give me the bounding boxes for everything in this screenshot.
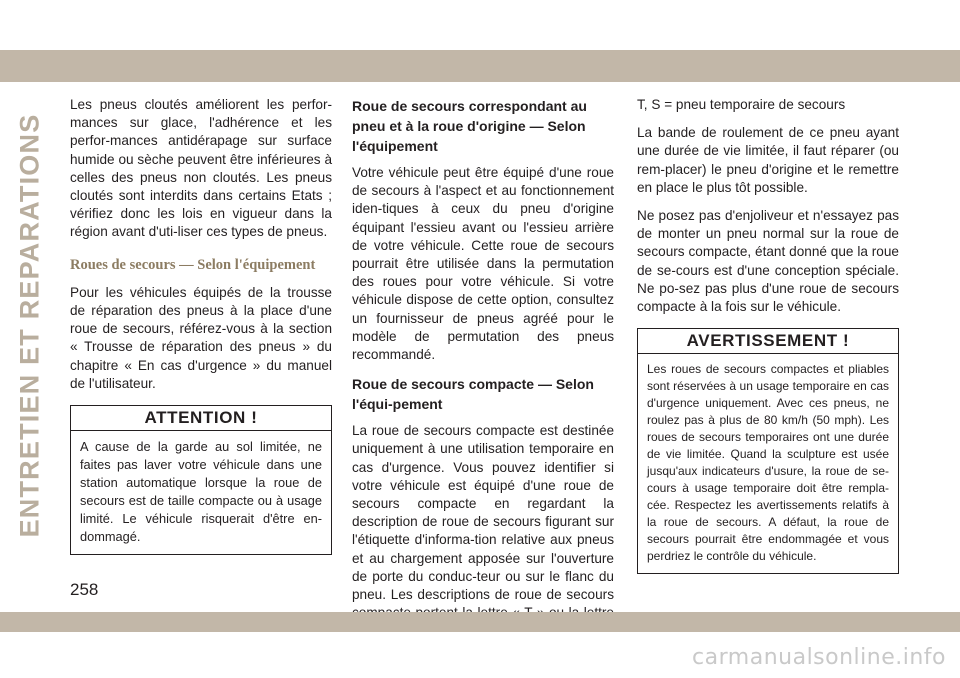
- attention-box: [70, 405, 332, 555]
- temporary-tire-definition: T, S = pneu temporaire de secours: [637, 97, 846, 112]
- matching-spare-heading: Roue de secours correspondant au pneu et à la roue d'origine — Selon l'équipement: [352, 98, 587, 154]
- page-number: 258: [70, 580, 99, 599]
- section-side-title-text: ENTRETIEN ET REPARATIONS: [14, 113, 45, 537]
- column-1: [70, 96, 332, 555]
- footer-band: [0, 612, 960, 632]
- no-wheel-cover-paragraph: Ne posez pas d'enjoliveur et n'essayez pas de monter un pneu normal sur la roue de secours compacte, étant donné que la roue de se-cours est d'une conception spéciale. Ne po-sez pas plus d'une roue de secours compacte à la fois sur le véhicule.: [637, 208, 899, 315]
- column-3: [637, 96, 899, 574]
- attention-title: ATTENTION !: [71, 406, 331, 431]
- header-band: [0, 50, 960, 82]
- compact-spare-heading: Roue de secours compacte — Selon l'équi-pement: [352, 376, 594, 413]
- tread-life-paragraph: La bande de roulement de ce pneu ayant une durée de vie limitée, il faut réparer (ou rem-placer) le pneu d'origine et le remettre en place le plus tôt possible.: [637, 125, 899, 195]
- attention-body: A cause de la garde au sol limitée, ne faites pas laver votre véhicule dans une station automatique lorsque la roue de secours est de taille compacte ou à usage limité. Le véhicule risquerait d'être en-dommagé.: [80, 439, 322, 545]
- section-side-title: [10, 100, 50, 550]
- column-2: [352, 96, 614, 669]
- compact-spare-paragraph: La roue de secours compacte est destinée uniquement à une utilisation temporaire en cas d'urgence. Vous pouvez identifier si votre véhicule est équipé d'une roue de secours compacte en regardant la description de roue de secours figurant sur l'étiquette d'informa-tion relative aux pneus et au chargement apposée sur l'ouverture de porte du conduc-teur ou sur le flanc du pneu. Les descriptions de roue de secours: [352, 423, 614, 603]
- site-watermark: carmanualsonline.info: [692, 645, 946, 670]
- spare-wheels-heading: Roues de secours — Selon l'équipement: [70, 256, 316, 273]
- warning-body: Les roues de secours compactes et pliables sont réservées à un usage temporaire en cas d'urgence uniquement. Avec ces pneus, ne roulez pas à plus de 80 km/h (50 mph). Les roues de secours temporaires ont une durée de vie limitée. Quand la sculpture est usée jusqu'aux indicateurs d'usure, la roue de se-cours à usage temporaire doit être rempla-cée. Respectez les avertissements relatifs à la roue de secours. A défaut, la roue de secours pourrait être endommagée et vous perdriez le contrôle du véhicule.: [647, 362, 889, 564]
- warning-box: [637, 328, 899, 574]
- warning-title: AVERTISSEMENT !: [638, 329, 898, 354]
- matching-spare-paragraph: Votre véhicule peut être équipé d'une roue de secours à l'aspect et au fonctionnement iden-tiques à ceux du pneu d'origine équipant l'essieu avant ou l'essieu arrière de votre véhicule. Cette roue de secours pourrait être utilisée dans la permutation des roues pour votre véhicule. Si votre véhicule dispose de cette option, consultez un fournisseur de pneus agréé pour le modèle de permutation des pneus recommandé.: [352, 165, 614, 363]
- tire-repair-kit-paragraph: Pour les véhicules équipés de la trousse de réparation des pneus à la place d'une roue de secours, référez-vous à la section « Trousse de réparation des pneus » du chapitre « En cas d'urgence » du manuel de l'utilisateur.: [70, 284, 332, 391]
- studded-tires-paragraph: Les pneus cloutés améliorent les perfor-mances sur glace, l'adhérence et les perfor-mances antidérapage sur surface humide ou sèche peuvent être inférieures à celles des pneus non cloutés. Les pneus cloutés sont interdits dans certains Etats ; vérifiez donc les lois en vigueur dans la région avant d'uti-liser ces types de pneus.: [70, 97, 332, 240]
